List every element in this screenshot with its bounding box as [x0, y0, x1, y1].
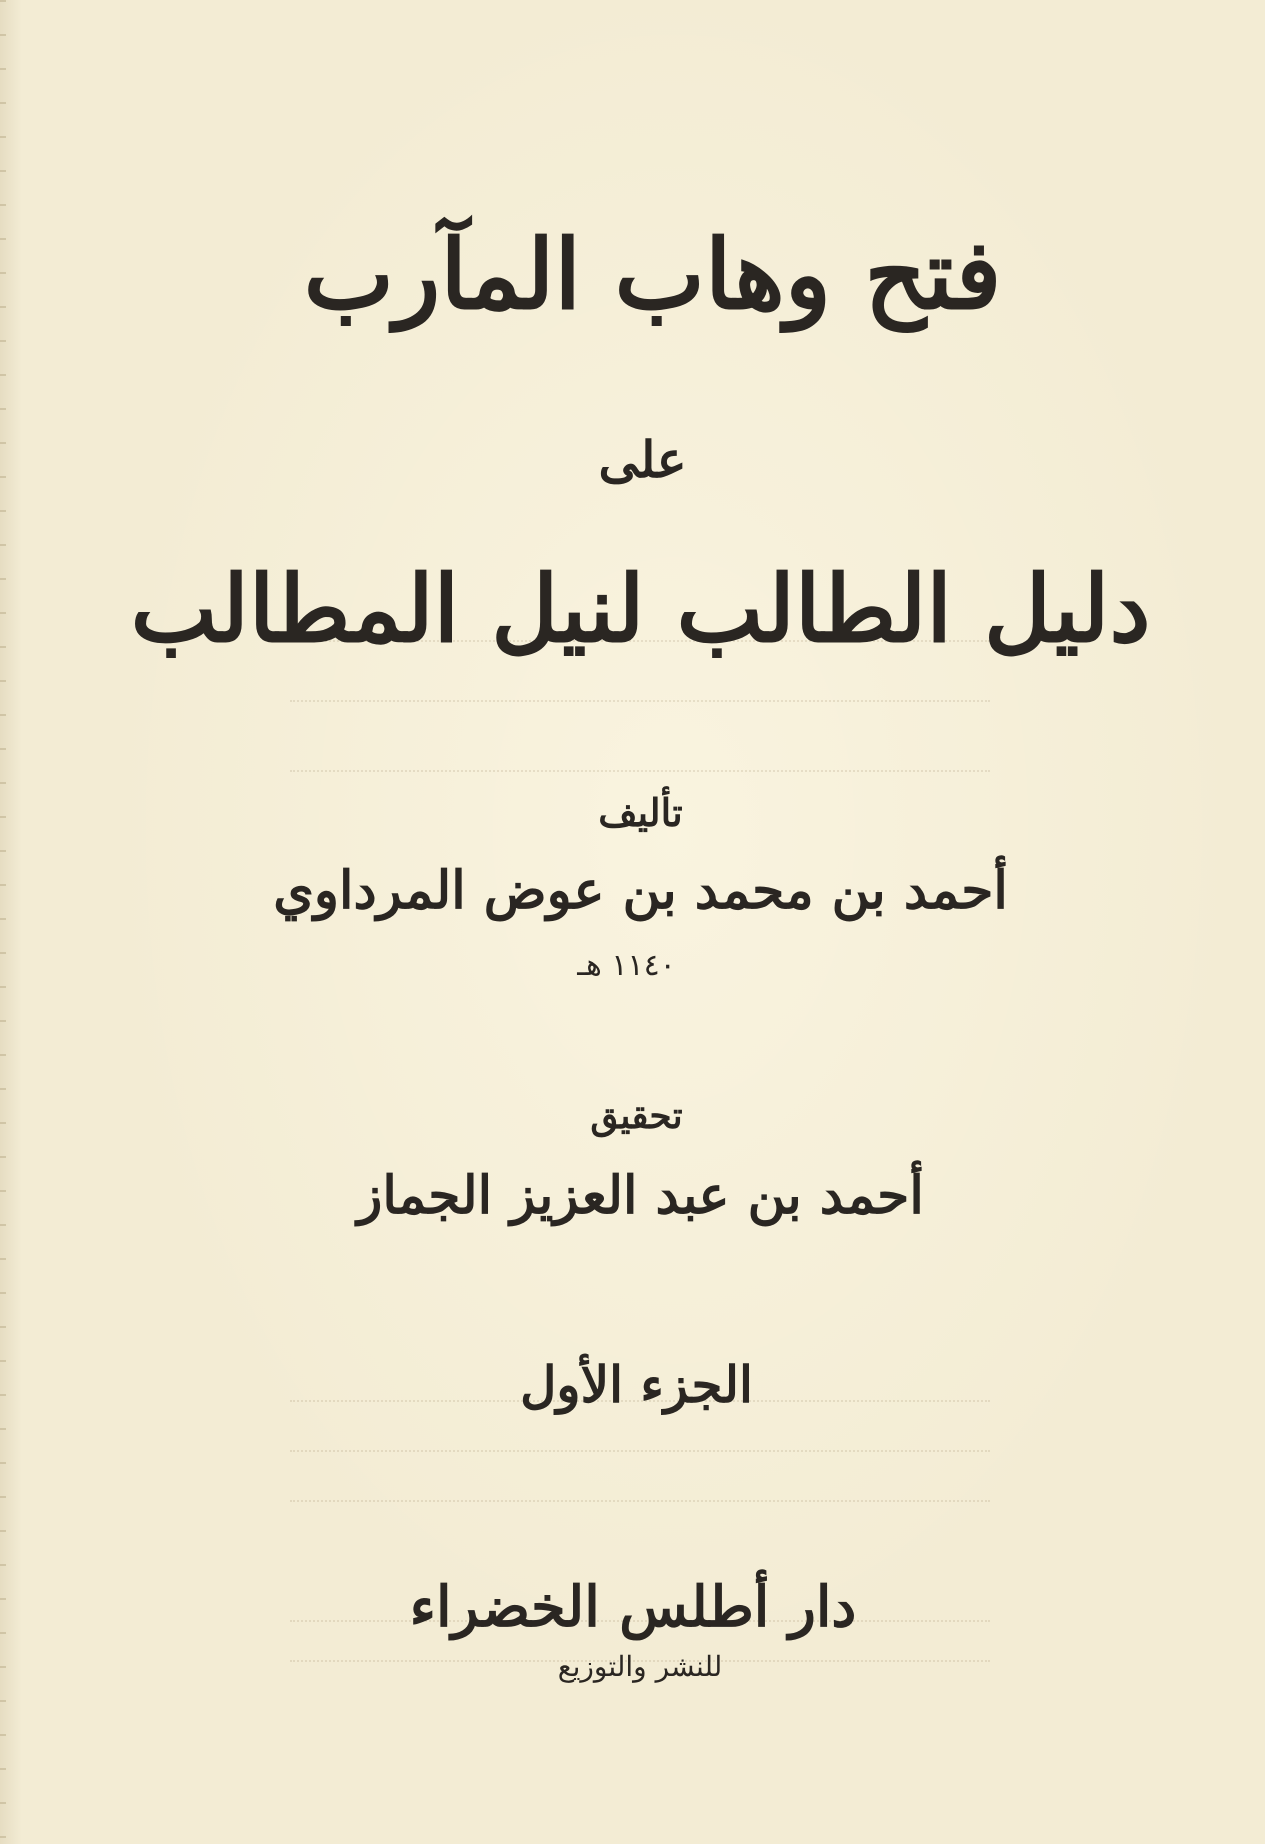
author-name: أحمد بن محمد بن عوض المرداوي	[273, 860, 1008, 921]
editor-label: تحقيق	[590, 1095, 683, 1137]
show-through-line	[290, 770, 990, 780]
title-connector: على	[598, 430, 687, 489]
publisher-tagline: للنشر والتوزيع	[557, 1650, 723, 1683]
publisher-logo	[409, 1548, 857, 1696]
book-title: فتح وهاب المآرب	[303, 218, 1002, 331]
book-subtitle: دليل الطالب لنيل المطالب	[130, 555, 1151, 663]
volume-label: الجزء الأول	[520, 1355, 753, 1414]
publisher-name: دار أطلس الخضراء	[409, 1574, 857, 1640]
page-edge-shadow	[0, 0, 6, 1844]
show-through-line	[290, 1450, 990, 1460]
author-death-year: ١١٤٠ هـ	[577, 948, 676, 983]
editor-name: أحمد بن عبد العزيز الجماز	[357, 1165, 924, 1226]
show-through-line	[290, 700, 990, 710]
authorship-label: تأليف	[598, 790, 683, 835]
show-through-line	[290, 1500, 990, 1510]
